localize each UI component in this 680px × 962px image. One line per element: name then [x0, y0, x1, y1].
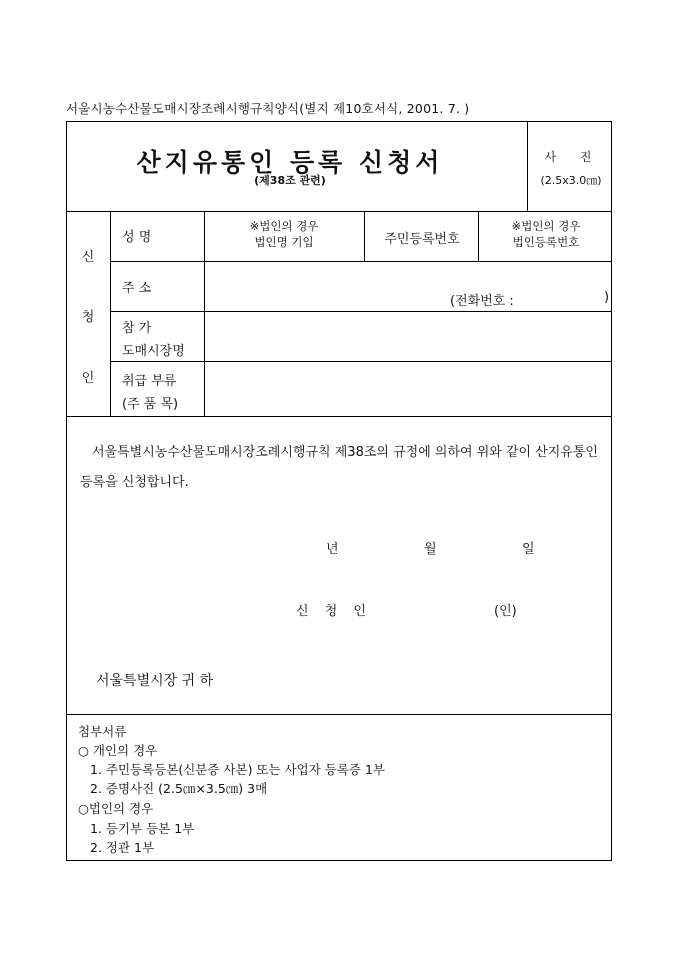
- photo-label: 사 진: [544, 150, 602, 164]
- seal-mark: (인): [494, 604, 517, 619]
- applicant-signature-label: 신 청 인: [296, 604, 372, 619]
- field-label-divider: [204, 211, 205, 416]
- section-char-3: 인: [81, 371, 95, 386]
- items-label-line2: (주 품 목): [122, 397, 179, 412]
- attachment-line-2: 1. 주민등록등본(신분증 사본) 또는 사업자 등록증 1부: [90, 762, 385, 777]
- attachment-line-5: 1. 등기부 등본 1부: [90, 821, 195, 836]
- name-divider: [364, 211, 365, 261]
- form-subtitle: (제38조 관련): [254, 174, 326, 187]
- title-divider: [66, 211, 612, 212]
- resident-number-label: 주민등록번호: [384, 232, 460, 247]
- section-label-divider: [110, 211, 111, 416]
- attachment-line-3: 2. 증명사진 (2.5㎝×3.5㎝) 3매: [90, 781, 268, 796]
- row-divider-2: [110, 311, 612, 312]
- market-label-line2: 도매시장명: [122, 344, 185, 359]
- recipient: 서울특별시장 귀 하: [96, 673, 214, 689]
- attachment-line-6: 2. 정관 1부: [90, 840, 155, 855]
- attachment-line-1: ○ 개인의 경우: [78, 743, 158, 758]
- name-label: 성 명: [122, 230, 152, 245]
- declaration-text: 서울특별시농수산물도매시장조례시행규칙 제38조의 규정에 의하여 위와 같이 산지유통인 등록을 신청합니다.: [80, 445, 598, 490]
- section-char-2: 청: [81, 310, 95, 325]
- row-divider-1: [110, 261, 612, 262]
- corp-name-note-line2: 법인명 기입: [254, 235, 314, 249]
- corp-name-note-line1: ※법인의 경우: [249, 219, 319, 233]
- attachment-divider: [66, 714, 612, 715]
- photo-size: (2.5x3.0㎝): [540, 174, 602, 187]
- date-year: 년: [326, 542, 339, 557]
- row-divider-3: [110, 361, 612, 362]
- form-source-note: 서울시농수산물도매시장조례시행규칙양식(별지 제10호서식, 2001. 7. ): [66, 101, 470, 116]
- address-label: 주 소: [122, 281, 152, 296]
- form-title: 산지유통인 등록 신청서: [136, 148, 444, 177]
- phone-close: ): [604, 290, 610, 305]
- date-day: 일: [522, 542, 535, 557]
- resident-divider: [478, 211, 479, 261]
- corp-reg-note-line1: ※법인의 경우: [511, 219, 581, 233]
- market-label-line1: 참 가: [122, 321, 152, 336]
- photo-divider: [527, 121, 528, 211]
- attachment-line-4: ○법인의 경우: [78, 801, 154, 816]
- items-label-line1: 취급 부류: [122, 374, 177, 389]
- phone-label: (전화번호 :: [450, 294, 514, 309]
- section-char-1: 신: [81, 250, 95, 265]
- date-month: 월: [424, 542, 437, 557]
- corp-name-note: [216, 218, 352, 250]
- corp-reg-note-line2: 법인등록번호: [512, 235, 580, 249]
- applicant-section-bottom: [66, 416, 612, 417]
- corp-reg-note: [480, 218, 612, 250]
- attachments-heading: 첨부서류: [78, 724, 127, 739]
